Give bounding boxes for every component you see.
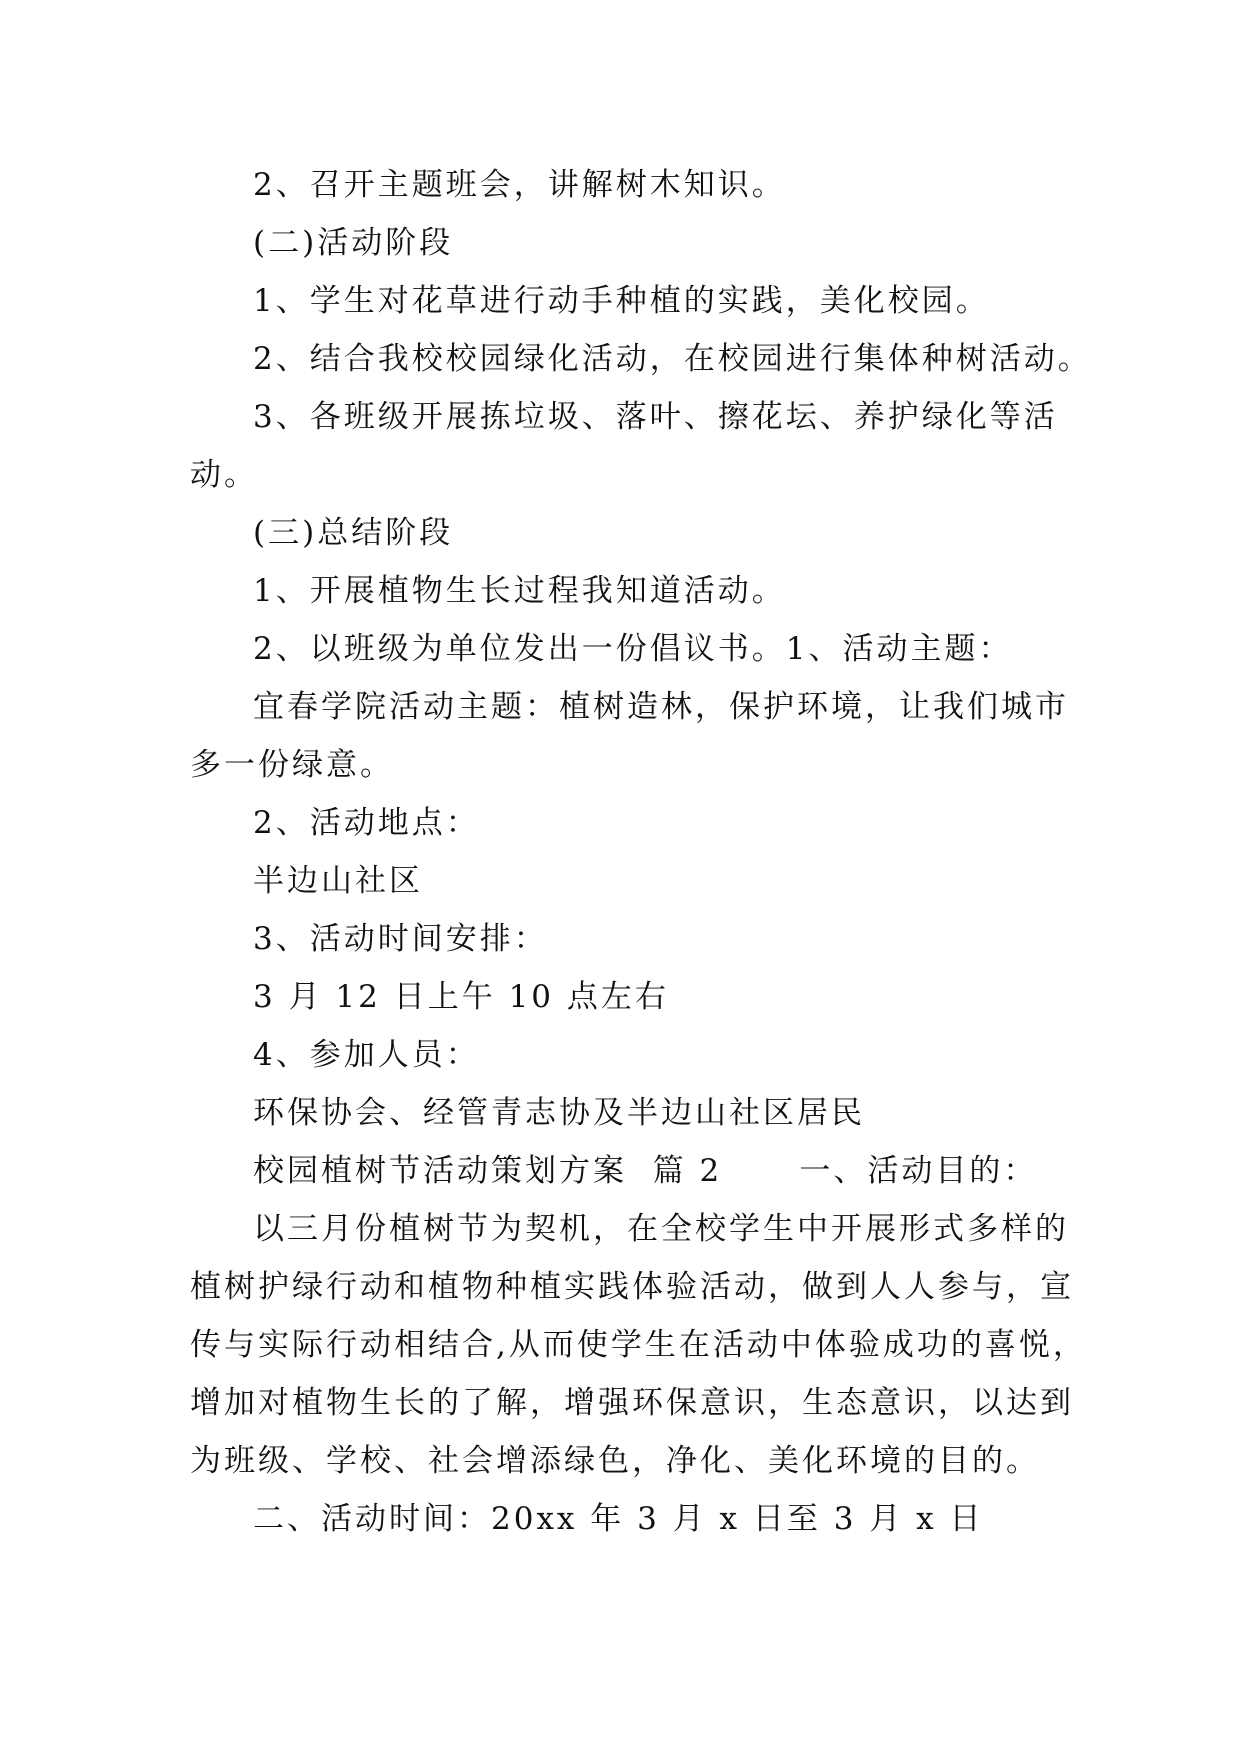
text-line: 3 月 12 日上午 10 点左右 bbox=[253, 979, 669, 1015]
text-line: 动。 bbox=[190, 457, 258, 493]
text-line: 2、召开主题班会，讲解树木知识。 bbox=[253, 167, 786, 203]
article-title-line: 校园植树节活动策划方案 篇 2 一、活动目的： bbox=[253, 1153, 1038, 1189]
text-line: 多一份绿意。 bbox=[190, 747, 394, 783]
text-line: 为班级、学校、社会增添绿色，净化、美化环境的目的。 bbox=[190, 1443, 1040, 1479]
text-line: 植树护绿行动和植物种植实践体验活动，做到人人参与，宣 bbox=[190, 1269, 1074, 1305]
text-line: 宜春学院活动主题：植树造林，保护环境，让我们城市 bbox=[253, 689, 1069, 725]
text-line: 3、活动时间安排： bbox=[253, 921, 548, 957]
text-line: 1、开展植物生长过程我知道活动。 bbox=[253, 573, 786, 609]
text-line: 以三月份植树节为契机，在全校学生中开展形式多样的 bbox=[253, 1211, 1069, 1247]
text-line: 2、结合我校校园绿化活动，在校园进行集体种树活动。 bbox=[253, 341, 1092, 377]
text-line: 半边山社区 bbox=[253, 863, 423, 899]
text-line: 传与实际行动相结合,从而使学生在活动中体验成功的喜悦， bbox=[190, 1327, 1087, 1363]
text-line: 2、以班级为单位发出一份倡议书。1、活动主题： bbox=[253, 631, 1013, 667]
text-line: 增加对植物生长的了解，增强环保意识，生态意识，以达到 bbox=[190, 1385, 1074, 1421]
text-line: 2、活动地点： bbox=[253, 805, 480, 841]
text-line: 4、参加人员： bbox=[253, 1037, 480, 1073]
text-line: 3、各班级开展拣垃圾、落叶、擦花坛、养护绿化等活 bbox=[253, 399, 1058, 435]
section-heading: (二)活动阶段 bbox=[253, 225, 454, 261]
text-line: 二、活动时间：20xx 年 3 月 x 日至 3 月 x 日 bbox=[253, 1501, 984, 1537]
text-line: 环保协会、经管青志协及半边山社区居民 bbox=[253, 1095, 865, 1131]
text-line: 1、学生对花草进行动手种植的实践，美化校园。 bbox=[253, 283, 990, 319]
section-heading: (三)总结阶段 bbox=[253, 515, 454, 551]
